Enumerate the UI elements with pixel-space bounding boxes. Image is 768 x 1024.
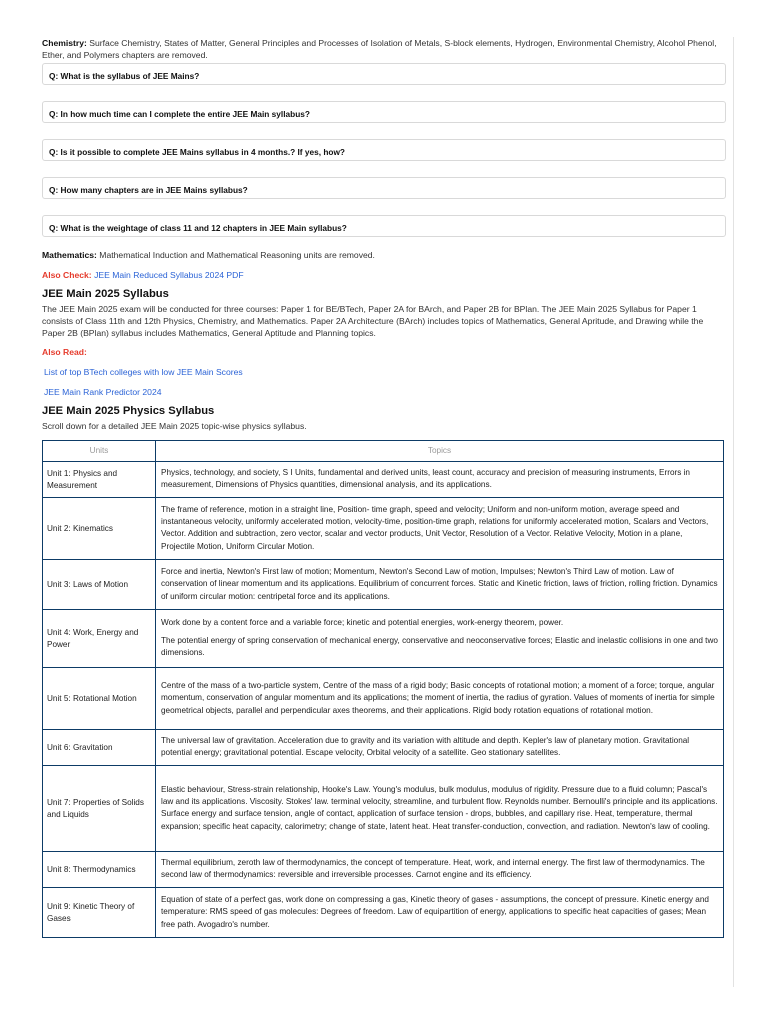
physics-heading: JEE Main 2025 Physics Syllabus bbox=[42, 405, 215, 418]
unit-topics bbox=[156, 852, 724, 888]
unit-topics bbox=[156, 888, 724, 938]
table-row bbox=[43, 766, 724, 852]
table-row bbox=[43, 498, 724, 560]
topics-header: Topics bbox=[156, 441, 724, 462]
unit-name: Unit 5: Rotational Motion bbox=[43, 668, 156, 730]
syllabus-heading: JEE Main 2025 Syllabus bbox=[42, 287, 169, 300]
unit-name: Unit 1: Physics and Measurement bbox=[43, 462, 156, 498]
unit-name: Unit 9: Kinetic Theory of Gases bbox=[43, 888, 156, 938]
unit-name: Unit 4: Work, Energy and Power bbox=[43, 610, 156, 668]
unit-topics bbox=[156, 610, 724, 668]
rank-predictor-link[interactable]: JEE Main Rank Predictor 2024 bbox=[44, 387, 162, 398]
mathematics-text: Mathematical Induction and Mathematical Reasoning units are removed. bbox=[96, 250, 375, 261]
topic-text: Equation of state of a perfect gas, work done on compressing a gas, Kinetic theory of gases - assumptions, the concept of pressure. Kinetic energy and temperature: RMS speed of gas molecules: Degrees of freedom. Law of equipartition of energy, applications to specific heat capacities of gases; Mean free path. Avogadro's number. bbox=[161, 894, 709, 929]
topic-text: The frame of reference, motion in a straight line, Position- time graph, speed and velocity; Uniform and non-uniform motion, average speed and instantaneous velocity, uniformly accelerated motion, velocity-time, position-time graph, relations for uniformly accelerated motion, Scalars and Vectors, Vector. Addition and subtraction, zero vector, scalar and vector products, Unit Vector, Resolution of a Vector. Relative Velocity, Motion in a plane, Projectile Motion, Uniform Circular Motion. bbox=[161, 504, 709, 551]
physics-syllabus-table bbox=[42, 440, 724, 938]
faq-question: Q: How many chapters are in JEE Mains syllabus? bbox=[49, 185, 248, 196]
topic-text: Thermal equilibrium, zeroth law of thermodynamics, the concept of temperature. Heat, work, and internal energy. The first law of thermodynamics. The second law of thermodynamics: reversible and irreversible processes. Carnot engine and its efficiency. bbox=[161, 858, 705, 880]
unit-name: Unit 6: Gravitation bbox=[43, 730, 156, 766]
unit-name: Unit 7: Properties of Solids and Liquids bbox=[43, 766, 156, 852]
also-read-links-2 bbox=[42, 387, 726, 397]
topic-text: Physics, technology, and society, S I Units, fundamental and derived units, least count, accuracy and precision of measuring instruments, Errors in measurement, Dimensions of Physics quantities, dimensional analysis, and its applications. bbox=[161, 468, 690, 490]
units-header: Units bbox=[43, 441, 156, 462]
topic-text: The universal law of gravitation. Acceleration due to gravity and its variation with altitude and depth. Kepler's law of planetary motion. Gravitational potential energy; gravitational potential. Escape velocity, Orbital velocity of a satellite. Geo stationary satellites. bbox=[161, 736, 690, 758]
also-check-label: Also Check: bbox=[42, 269, 92, 280]
also-read-label bbox=[42, 347, 726, 357]
table-row bbox=[43, 462, 724, 498]
topic-text: The potential energy of spring conservation of mechanical energy, conservative and neoconservative forces; Elastic and inelastic collisions in one and two dimensions. bbox=[161, 635, 718, 658]
unit-topics bbox=[156, 498, 724, 560]
unit-topics bbox=[156, 766, 724, 852]
unit-name: Unit 8: Thermodynamics bbox=[43, 852, 156, 888]
table-header-row bbox=[43, 441, 724, 462]
table-row bbox=[43, 852, 724, 888]
chemistry-text: Surface Chemistry, States of Matter, General Principles and Processes of Isolation of Metals, S-block elements, Hydrogen, Environmental Chemistry, Alcohol Phenol, Ether, and Polymers chapters are removed. bbox=[42, 38, 717, 61]
faq-item[interactable] bbox=[42, 63, 726, 85]
faq-question: Q: What is the syllabus of JEE Mains? bbox=[49, 71, 200, 82]
unit-name: Unit 2: Kinematics bbox=[43, 498, 156, 560]
right-divider bbox=[733, 37, 734, 987]
low-score-colleges-link[interactable]: List of top BTech colleges with low JEE Main Scores bbox=[44, 367, 243, 378]
faq-question: Q: In how much time can I complete the entire JEE Main syllabus? bbox=[49, 109, 310, 120]
unit-topics bbox=[156, 462, 724, 498]
syllabus-text: The JEE Main 2025 exam will be conducted for three courses: Paper 1 for BE/BTech, Paper 2A for BArch, and Paper 2B for BPlan. The JEE Main 2025 Syllabus for Paper 1 consists of Class 11th and 12th Physics, Chemistry, and Mathematics. Paper 2A Architecture (BArch) includes topics of Mathematics, General Apritude, and Drawing while the Paper 2B (BPlan) syllabus includes Mathematics, General Aptitude and Planning topics. bbox=[42, 303, 704, 339]
also-check bbox=[42, 270, 726, 280]
faq-item[interactable] bbox=[42, 215, 726, 237]
faq-item[interactable] bbox=[42, 101, 726, 123]
table-row bbox=[43, 730, 724, 766]
also-read-links bbox=[42, 367, 726, 377]
reduced-syllabus-link[interactable]: JEE Main Reduced Syllabus 2024 PDF bbox=[94, 269, 244, 280]
table-row bbox=[43, 610, 724, 668]
topic-text: Centre of the mass of a two-particle system, Centre of the mass of a rigid body; Basic concepts of rotational motion; a moment of a force; torque, angular momentum, conservation of angular momentum and its applications; the moment of inertia, the radius of gyration. Values of moments of inertia for simple geometrical objects, parallel and perpendicular axes theorems, and their applications. Rigid body rotation equations of rotational motion. bbox=[161, 680, 715, 715]
topic-text: Force and inertia, Newton's First law of motion; Momentum, Newton's Second Law of motion, Impulses; Newton's Third Law of motion. Law of conservation of linear momentum and its applications. Equilibrium of concurrent forces. Static and Kinetic friction, laws of friction, rolling friction. Dynamics of uniform circular motion: centripetal force and its applications. bbox=[161, 566, 718, 601]
physics-subtitle: Scroll down for a detailed JEE Main 2025 topic-wise physics syllabus. bbox=[42, 421, 307, 432]
faq-question: Q: Is it possible to complete JEE Mains syllabus in 4 months.? If yes, how? bbox=[49, 147, 345, 158]
table-row bbox=[43, 560, 724, 610]
topic-text: Work done by a content force and a variable force; kinetic and potential energies, work-energy theorem, power. bbox=[161, 618, 564, 628]
mathematics-note bbox=[42, 249, 726, 261]
unit-topics bbox=[156, 560, 724, 610]
chemistry-note bbox=[42, 37, 726, 61]
faq-question: Q: What is the weightage of class 11 and 12 chapters in JEE Main syllabus? bbox=[49, 223, 347, 234]
topic-text: Elastic behaviour, Stress-strain relationship, Hooke's Law. Young's modulus, bulk modulus, modulus of rigidity. Pressure due to a fluid column; Pascal's law and its applications. Viscosity. Stokes' law. terminal velocity, streamline, and turbulent flow. Reynolds number. Bernoulli's principle and its applications. Surface energy and surface tension, angle of contact, application of surface tension - drops, bubbles, and capillary rise. Heat, temperature, thermal expansion; specific heat capacity, calorimetry; change of state, latent heat. Heat transfer-conduction, convection, and radiation. Newton's law of cooling. bbox=[161, 784, 718, 831]
table-row bbox=[43, 888, 724, 938]
table-row bbox=[43, 668, 724, 730]
also-read-label-text: Also Read: bbox=[42, 347, 87, 358]
faq-list bbox=[42, 63, 726, 237]
faq-item[interactable] bbox=[42, 177, 726, 199]
mathematics-label: Mathematics: bbox=[42, 250, 97, 261]
chemistry-label: Chemistry: bbox=[42, 38, 87, 48]
unit-topics bbox=[156, 730, 724, 766]
unit-name: Unit 3: Laws of Motion bbox=[43, 560, 156, 610]
faq-item[interactable] bbox=[42, 139, 726, 161]
unit-topics bbox=[156, 668, 724, 730]
article-content bbox=[42, 37, 726, 938]
